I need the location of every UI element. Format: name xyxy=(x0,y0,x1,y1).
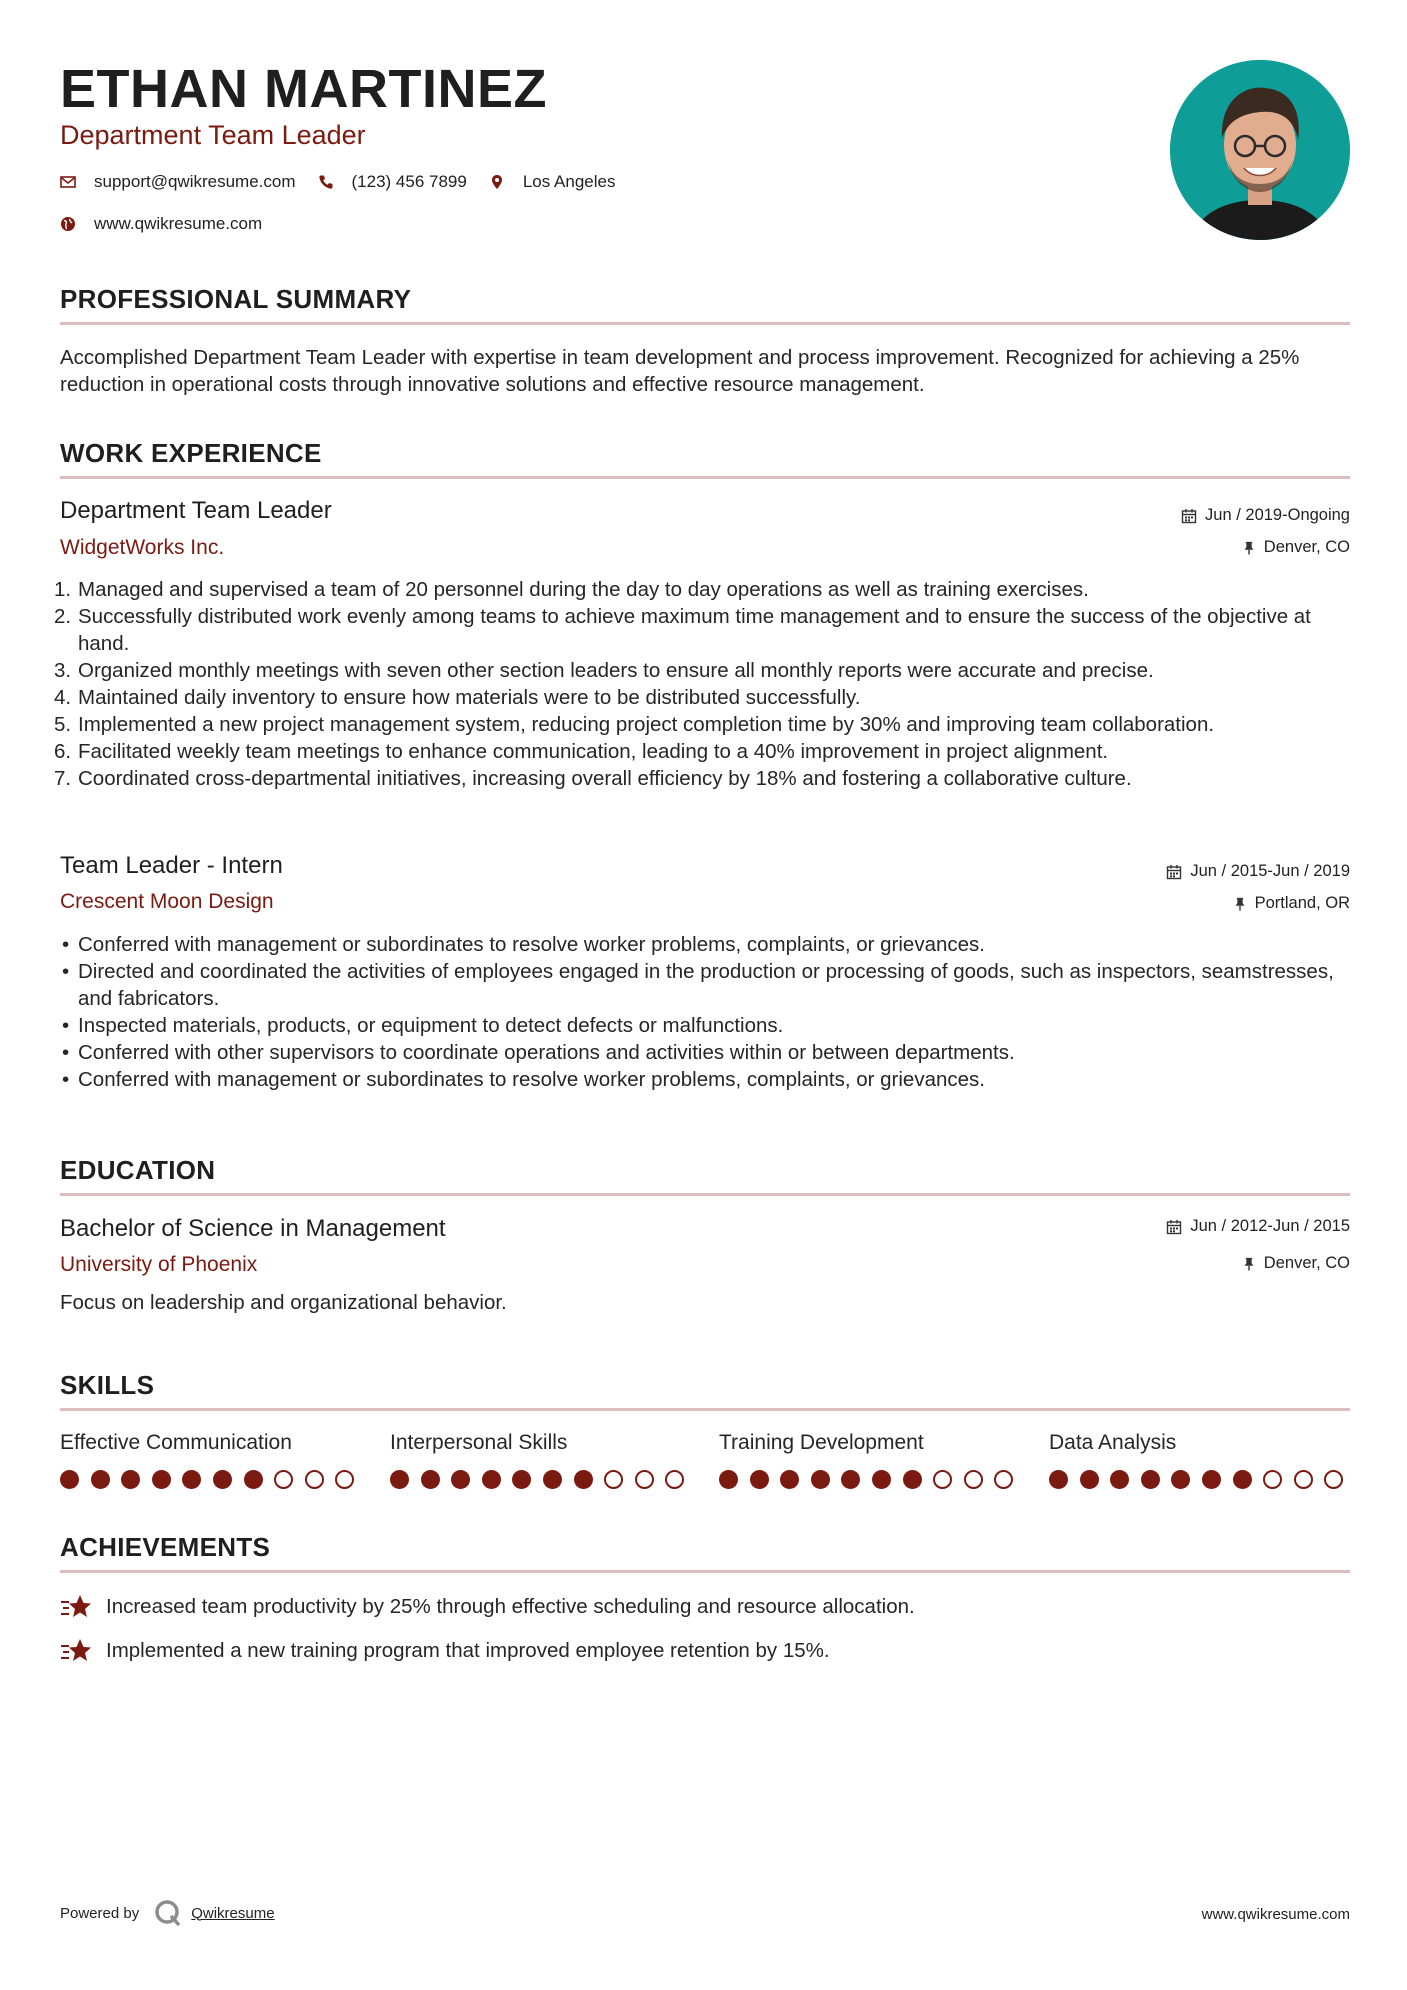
skill-rating xyxy=(719,1470,1019,1489)
rating-dot-empty xyxy=(1324,1470,1343,1489)
calendar-icon xyxy=(1181,508,1197,524)
rating-dot-empty xyxy=(964,1470,983,1489)
footer-powered-by xyxy=(60,1898,275,1928)
rating-dot-filled xyxy=(421,1470,440,1489)
education-dates xyxy=(1166,1217,1350,1236)
skill-rating xyxy=(1049,1470,1349,1489)
list-item: 1. Managed and supervised a team of 20 personnel during the day to day operations as well as training exercises. xyxy=(54,578,1089,601)
section-divider xyxy=(60,322,1350,325)
footer-website[interactable]: www.qwikresume.com xyxy=(1201,1906,1350,1923)
list-item: 3. Organized monthly meetings with seven other section leaders to ensure all monthly reports were accurate and precise. xyxy=(54,659,1154,682)
job-dates xyxy=(1181,506,1350,525)
rating-dot-filled xyxy=(872,1470,891,1489)
degree-title: Bachelor of Science in Management xyxy=(60,1215,446,1242)
section-divider xyxy=(60,1193,1350,1196)
rating-dot-filled xyxy=(482,1470,501,1489)
rating-dot-empty xyxy=(1294,1470,1313,1489)
achievement-item xyxy=(60,1593,915,1621)
education-location xyxy=(1242,1254,1350,1273)
rating-dot-filled xyxy=(1202,1470,1221,1489)
skill-item xyxy=(719,1431,1019,1489)
rating-dot-filled xyxy=(1171,1470,1190,1489)
list-item: 4. Maintained daily inventory to ensure how materials were to be distributed successfully. xyxy=(54,686,861,709)
list-item: • Conferred with other supervisors to coordinate operations and activities within or between departments. xyxy=(62,1041,1015,1064)
person-avatar-icon xyxy=(1170,60,1350,240)
email-text: support@qwikresume.com xyxy=(94,172,296,191)
star-award-icon xyxy=(60,1637,92,1665)
section-divider xyxy=(60,476,1350,479)
job-location xyxy=(1242,538,1350,557)
education-location-text: Denver, CO xyxy=(1263,1254,1350,1272)
achievements-heading: ACHIEVEMENTS xyxy=(60,1532,271,1562)
education-dates-text: Jun / 2012-Jun / 2015 xyxy=(1190,1217,1350,1235)
rating-dot-filled xyxy=(152,1470,171,1489)
summary-heading: PROFESSIONAL SUMMARY xyxy=(60,284,412,314)
candidate-name: ETHAN MARTINEZ xyxy=(60,59,547,119)
rating-dot-filled xyxy=(750,1470,769,1489)
phone-icon xyxy=(318,174,334,190)
rating-dot-filled xyxy=(903,1470,922,1489)
section-divider xyxy=(60,1408,1350,1411)
achievement-text: Increased team productivity by 25% through effective scheduling and resource allocation. xyxy=(106,1595,915,1618)
rating-dot-filled xyxy=(91,1470,110,1489)
skill-name: Interpersonal Skills xyxy=(390,1431,568,1454)
job-title: Department Team Leader xyxy=(60,497,332,524)
list-item: • Conferred with management or subordinates to resolve worker problems, complaints, or grievances. xyxy=(62,933,985,956)
website-row xyxy=(60,214,284,234)
rating-dot-empty xyxy=(635,1470,654,1489)
list-item: • Conferred with management or subordinates to resolve worker problems, complaints, or grievances. xyxy=(62,1068,985,1091)
job-dates-text: Jun / 2015-Jun / 2019 xyxy=(1190,862,1350,880)
globe-icon xyxy=(60,216,76,232)
calendar-icon xyxy=(1166,1219,1182,1235)
job-dates-text: Jun / 2019-Ongoing xyxy=(1205,506,1350,524)
job-location xyxy=(1233,894,1350,913)
skill-name: Training Development xyxy=(719,1431,924,1454)
rating-dot-empty xyxy=(994,1470,1013,1489)
phone-text: (123) 456 7899 xyxy=(351,172,467,191)
list-item: 5. Implemented a new project management system, reducing project completion time by 30% and improving team collaboration. xyxy=(54,713,1215,736)
rating-dot-filled xyxy=(1141,1470,1160,1489)
qwikresume-link[interactable]: Qwikresume xyxy=(191,1904,275,1922)
school-name: University of Phoenix xyxy=(60,1253,258,1276)
website-text: www.qwikresume.com xyxy=(94,214,263,233)
rating-dot-filled xyxy=(811,1470,830,1489)
list-item: 7. Coordinated cross-departmental initiatives, increasing overall efficiency by 18% and fostering a collaborative culture. xyxy=(54,767,1132,790)
skill-item xyxy=(60,1431,360,1489)
rating-dot-filled xyxy=(451,1470,470,1489)
rating-dot-filled xyxy=(390,1470,409,1489)
skill-rating xyxy=(60,1470,360,1489)
experience-heading: WORK EXPERIENCE xyxy=(60,438,322,468)
powered-by-label: Powered by xyxy=(60,1904,140,1922)
rating-dot-empty xyxy=(335,1470,354,1489)
job-location-text: Denver, CO xyxy=(1263,538,1350,556)
rating-dot-filled xyxy=(1110,1470,1129,1489)
list-item: 6. Facilitated weekly team meetings to enhance communication, leading to a 40% improvement in project alignment. xyxy=(54,740,1109,763)
pushpin-icon xyxy=(1233,896,1247,912)
map-pin-icon xyxy=(489,174,505,190)
email-contact[interactable] xyxy=(60,172,296,192)
rating-dot-empty xyxy=(665,1470,684,1489)
location-contact xyxy=(489,172,616,192)
phone-contact[interactable] xyxy=(318,172,467,192)
rating-dot-filled xyxy=(213,1470,232,1489)
rating-dot-empty xyxy=(274,1470,293,1489)
job-responsibilities xyxy=(60,931,1350,1093)
job-location-text: Portland, OR xyxy=(1254,894,1350,912)
pushpin-icon xyxy=(1242,1256,1256,1272)
star-award-icon xyxy=(60,1593,92,1621)
job-company: Crescent Moon Design xyxy=(60,890,274,913)
job-title: Team Leader - Intern xyxy=(60,852,283,879)
section-divider xyxy=(60,1570,1350,1573)
job-responsibilities xyxy=(54,576,1350,792)
rating-dot-filled xyxy=(121,1470,140,1489)
summary-text: Accomplished Department Team Leader with expertise in team development and process improvement. Recognized for achieving a 25% reduction in operational costs through innovative solutions and effective resource management. xyxy=(60,346,1300,396)
envelope-icon xyxy=(60,174,76,190)
profile-photo xyxy=(1170,60,1350,240)
rating-dot-filled xyxy=(182,1470,201,1489)
rating-dot-filled xyxy=(512,1470,531,1489)
job-company: WidgetWorks Inc. xyxy=(60,536,225,559)
rating-dot-empty xyxy=(1263,1470,1282,1489)
job-dates xyxy=(1166,862,1350,881)
pushpin-icon xyxy=(1242,540,1256,556)
rating-dot-filled xyxy=(1233,1470,1252,1489)
education-note: Focus on leadership and organizational behavior. xyxy=(60,1291,507,1314)
education-heading: EDUCATION xyxy=(60,1155,216,1185)
resume-page xyxy=(54,0,1350,1990)
calendar-icon xyxy=(1166,864,1182,880)
list-item: • Directed and coordinated the activities of employees engaged in the production or processing of goods, such as inspectors, seamstresses, and fabricators. xyxy=(62,960,1334,1010)
candidate-title: Department Team Leader xyxy=(60,120,366,150)
list-item: 2. Successfully distributed work evenly among teams to achieve maximum time management and to ensure the success of the objective at hand. xyxy=(54,605,1311,655)
rating-dot-filled xyxy=(1080,1470,1099,1489)
rating-dot-filled xyxy=(719,1470,738,1489)
achievement-text: Implemented a new training program that improved employee retention by 15%. xyxy=(106,1639,830,1662)
website-contact[interactable] xyxy=(60,214,262,234)
rating-dot-empty xyxy=(933,1470,952,1489)
contact-row xyxy=(60,172,637,192)
rating-dot-filled xyxy=(780,1470,799,1489)
rating-dot-filled xyxy=(1049,1470,1068,1489)
rating-dot-empty xyxy=(604,1470,623,1489)
skills-heading: SKILLS xyxy=(60,1370,155,1400)
qwikresume-logo-icon xyxy=(153,1898,183,1928)
rating-dot-filled xyxy=(574,1470,593,1489)
rating-dot-filled xyxy=(841,1470,860,1489)
rating-dot-filled xyxy=(543,1470,562,1489)
skill-item xyxy=(390,1431,690,1489)
skill-item xyxy=(1049,1431,1349,1489)
rating-dot-filled xyxy=(60,1470,79,1489)
list-item: • Inspected materials, products, or equipment to detect defects or malfunctions. xyxy=(62,1014,784,1037)
rating-dot-empty xyxy=(305,1470,324,1489)
skill-rating xyxy=(390,1470,690,1489)
achievement-item xyxy=(60,1637,830,1665)
skill-name: Data Analysis xyxy=(1049,1431,1177,1454)
rating-dot-filled xyxy=(244,1470,263,1489)
location-text: Los Angeles xyxy=(522,172,616,191)
skill-name: Effective Communication xyxy=(60,1431,292,1454)
